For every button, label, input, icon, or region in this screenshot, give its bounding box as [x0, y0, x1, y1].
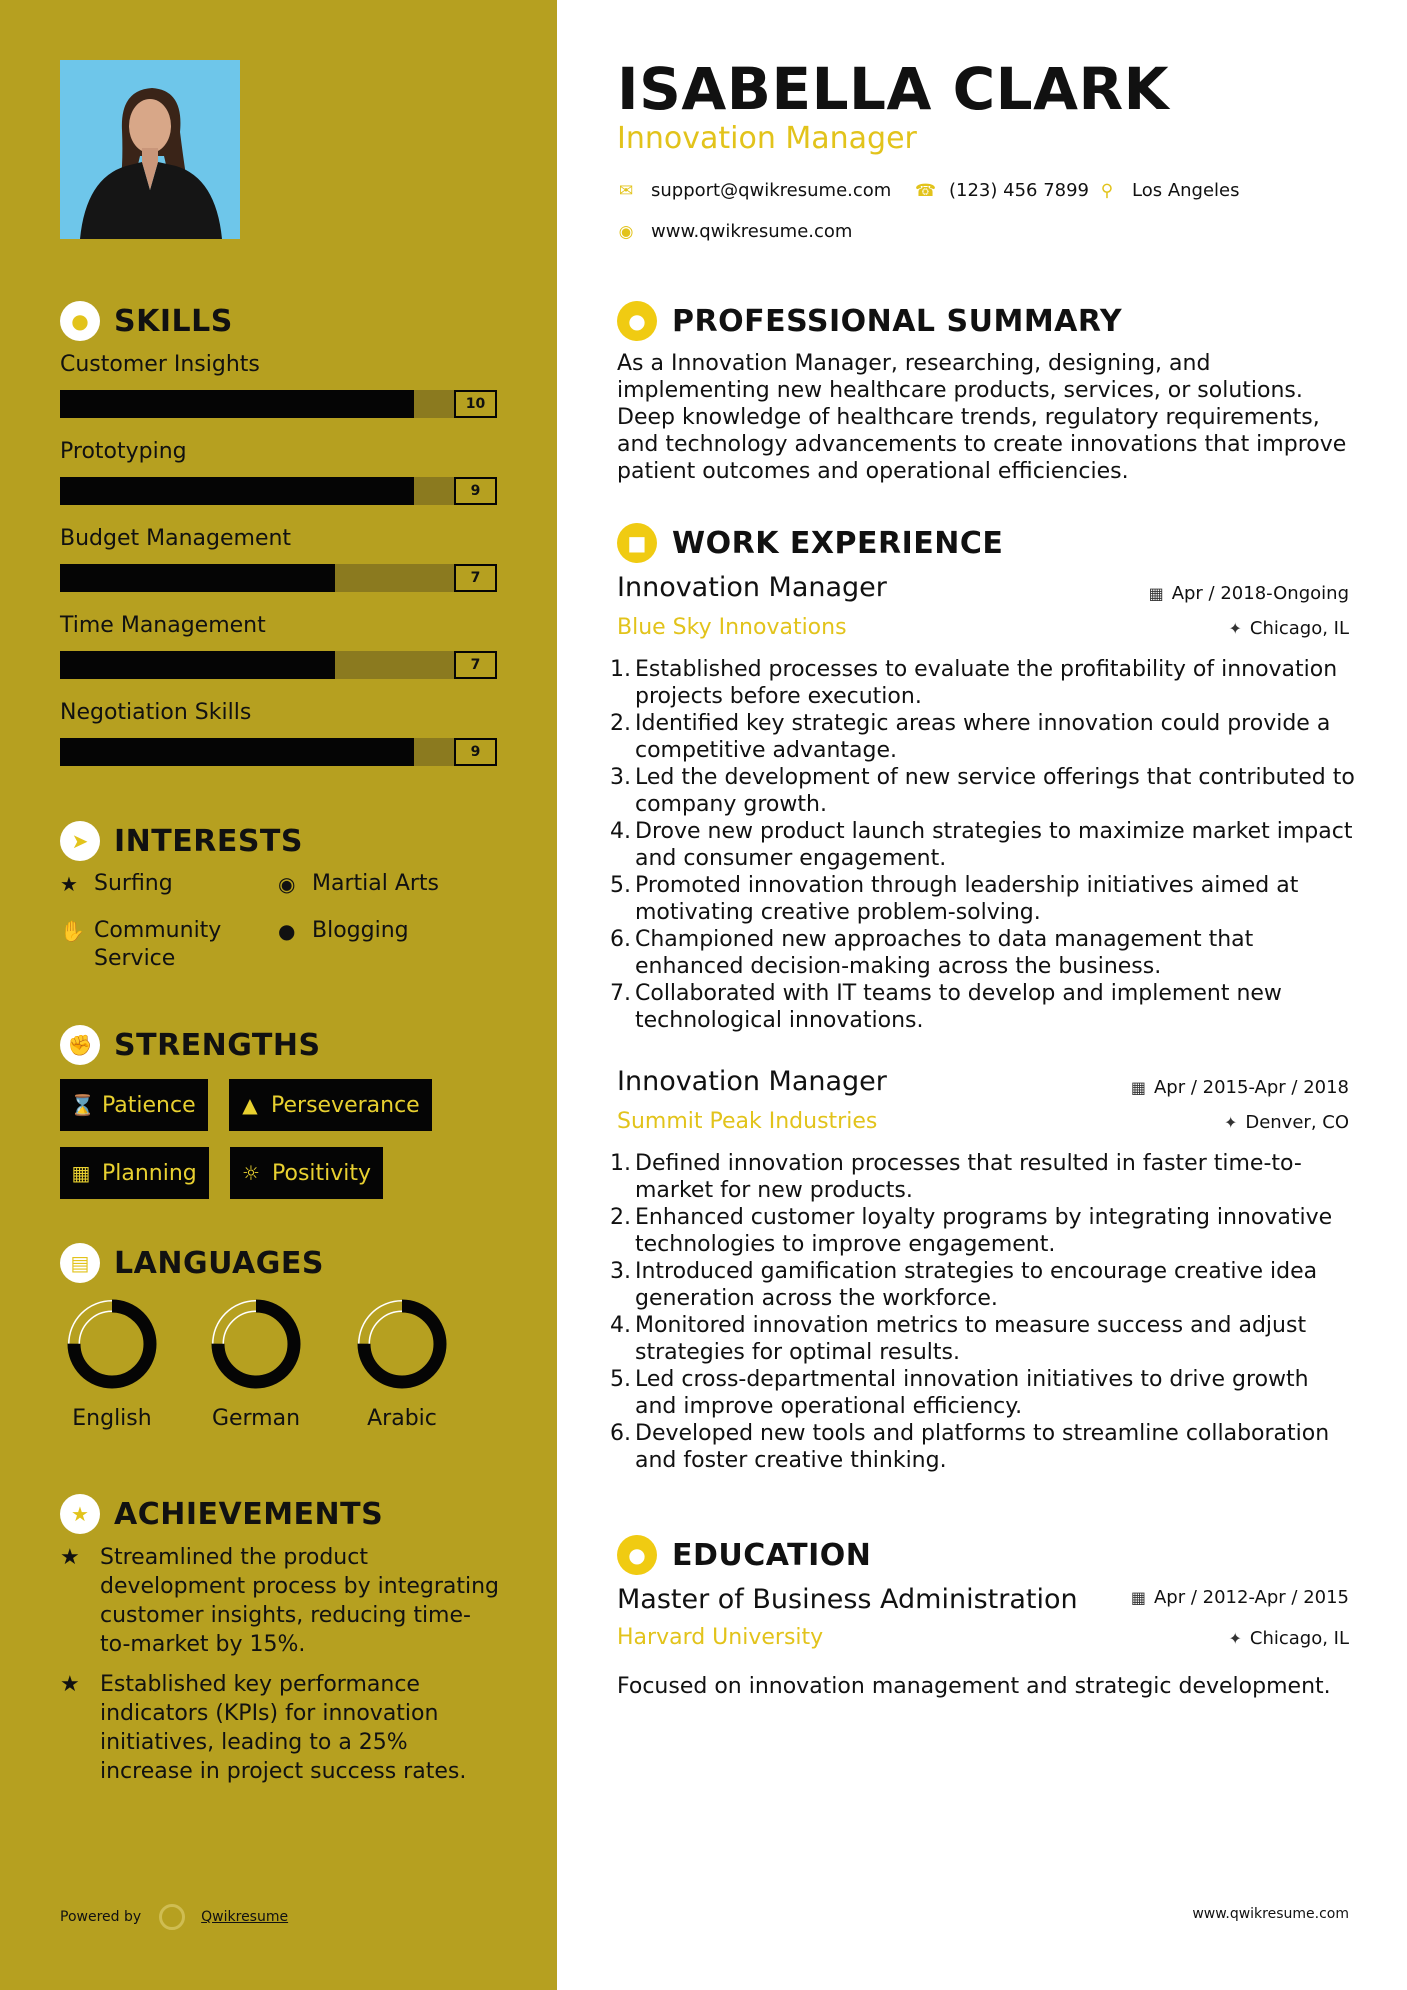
skill-item	[60, 439, 497, 505]
skill-name: Negotiation Skills	[60, 700, 252, 725]
candidate-name: ISABELLA CLARK	[617, 55, 1170, 123]
job-bullet	[610, 1150, 1355, 1204]
contact-email[interactable]	[617, 180, 891, 201]
envelope-icon: ✉	[618, 180, 634, 201]
skill-item	[60, 352, 497, 418]
job-bullet	[610, 1204, 1355, 1258]
shooting-star-icon: ★	[60, 1672, 80, 1697]
profile-photo	[60, 60, 240, 239]
skills-heading	[60, 301, 233, 341]
candidate-role: Innovation Manager	[617, 121, 917, 156]
bullet-number: 3.	[610, 1259, 631, 1284]
bullet-number: 2.	[610, 711, 631, 736]
job-bullet-list	[610, 656, 1355, 1034]
achievement-text: Established key performance indicators (KPIs) for innovation initiatives, leading to a 25% increase in project success rates.	[100, 1672, 467, 1784]
bullet-number: 3.	[610, 765, 631, 790]
languages-heading	[60, 1243, 324, 1283]
achievement-item	[60, 1543, 500, 1659]
experience-heading	[617, 523, 1003, 563]
bullet-text: Introduced gamification strategies to encourage creative idea generation across the workforce.	[635, 1259, 1318, 1311]
contact-website[interactable]	[617, 221, 852, 242]
skill-name: Time Management	[60, 613, 266, 638]
interests-title: INTERESTS	[114, 823, 303, 859]
job-bullet	[610, 710, 1355, 764]
job-location	[1224, 1112, 1349, 1133]
bullet-text: Led cross-departmental innovation initiatives to drive growth and improve operational efficiency.	[635, 1367, 1309, 1419]
skill-name: Customer Insights	[60, 352, 260, 377]
strengths-title: STRENGTHS	[114, 1027, 321, 1063]
skill-item	[60, 526, 497, 592]
education-title: EDUCATION	[672, 1537, 872, 1573]
education-dates-text: Apr / 2012-Apr / 2015	[1153, 1587, 1349, 1608]
strength-label: Planning	[102, 1160, 197, 1186]
job-bullet	[610, 818, 1355, 872]
summary-title: PROFESSIONAL SUMMARY	[672, 303, 1123, 339]
skill-score: 7	[454, 564, 497, 592]
website-text: www.qwikresume.com	[651, 221, 853, 242]
graduate-icon: ●	[617, 1535, 657, 1575]
skill-bar-fill	[60, 390, 414, 418]
interest-item-surfing	[60, 870, 173, 898]
bullet-text: Identified key strategic areas where innovation could provide a competitive advantage.	[635, 711, 1331, 763]
bullet-number: 4.	[610, 819, 631, 844]
education-dates	[1131, 1587, 1349, 1608]
profile-photo-illustration	[60, 60, 240, 239]
education-location-text: Chicago, IL	[1249, 1628, 1349, 1649]
language-item	[62, 1296, 162, 1431]
job-dates	[1149, 583, 1349, 604]
skill-bar	[60, 390, 497, 418]
interest-label: Martial Arts	[312, 871, 440, 896]
language-level-ring	[64, 1296, 160, 1392]
bullet-text: Established processes to evaluate the profitability of innovation projects before execution.	[635, 657, 1338, 709]
skill-bar-fill	[60, 738, 414, 766]
job-bullet-list	[610, 1150, 1355, 1474]
job-dates	[1131, 1077, 1349, 1098]
achievement-item	[60, 1670, 500, 1786]
job-location	[1228, 618, 1349, 639]
star-icon: ★	[60, 872, 78, 896]
interest-item-blogging	[278, 917, 409, 945]
job-bullet	[610, 1366, 1355, 1420]
skill-item	[60, 613, 497, 679]
job-dates-text: Apr / 2015-Apr / 2018	[1153, 1077, 1349, 1098]
language-level-ring	[208, 1296, 304, 1392]
skill-score: 9	[454, 738, 497, 766]
bullet-number: 6.	[610, 927, 631, 952]
bullet-number: 5.	[610, 1367, 631, 1392]
globe-icon: ◉	[618, 221, 634, 242]
road-icon: ▲	[242, 1093, 258, 1117]
language-item	[352, 1296, 452, 1431]
skill-bar	[60, 477, 497, 505]
bullet-text: Monitored innovation metrics to measure success and adjust strategies for optimal results.	[635, 1313, 1307, 1365]
language-name: Arabic	[367, 1406, 437, 1431]
strength-label: Positivity	[272, 1160, 372, 1186]
job-company: Summit Peak Industries	[617, 1109, 878, 1134]
pushpin-icon: ✦	[1228, 619, 1242, 638]
language-name: German	[211, 1406, 301, 1431]
calendar-icon: ▦	[1130, 1588, 1146, 1607]
job-bullet	[610, 980, 1355, 1034]
job-bullet	[610, 926, 1355, 980]
language-item	[206, 1296, 306, 1431]
skill-score: 10	[454, 390, 497, 418]
job-bullet	[610, 872, 1355, 926]
job-bullet	[610, 1420, 1355, 1474]
contact-location	[1098, 180, 1240, 201]
bullet-text: Defined innovation processes that resulted in faster time-to-market for new products.	[635, 1151, 1302, 1203]
job-location-text: Denver, CO	[1245, 1112, 1349, 1133]
bullet-text: Enhanced customer loyalty programs by integrating innovative technologies to improve engagement.	[635, 1205, 1333, 1257]
interest-label: Surfing	[94, 871, 173, 896]
education-description: Focused on innovation management and strategic development.	[617, 1674, 1331, 1699]
bullet-number: 1.	[610, 657, 631, 682]
achievement-text: Streamlined the product development process by integrating customer insights, reducing time-to-market by 15%.	[100, 1545, 499, 1657]
strength-badge-patience	[60, 1079, 208, 1131]
strength-badge-positivity	[230, 1147, 383, 1199]
skill-name: Budget Management	[60, 526, 292, 551]
summary-heading	[617, 301, 1122, 341]
interests-heading	[60, 821, 303, 861]
footer-website[interactable]: www.qwikresume.com	[1192, 1906, 1349, 1922]
skill-bar	[60, 651, 497, 679]
job-title: Innovation Manager	[617, 1066, 887, 1097]
bullet-text: Developed new tools and platforms to streamline collaboration and foster creative thinking.	[635, 1421, 1330, 1473]
bullet-number: 2.	[610, 1205, 631, 1230]
experience-title: WORK EXPERIENCE	[672, 525, 1004, 561]
strength-badge-planning	[60, 1147, 209, 1199]
education-degree: Master of Business Administration	[617, 1584, 1078, 1615]
bullet-text: Promoted innovation through leadership initiatives aimed at motivating creative problem-solving.	[635, 873, 1299, 925]
interest-item-community-service	[60, 917, 250, 973]
map-pin-icon: ⚲	[1100, 180, 1114, 201]
bullet-number: 7.	[610, 981, 631, 1006]
powered-by	[60, 1904, 288, 1930]
strength-badge-perseverance	[229, 1079, 432, 1131]
calendar-icon: ▦	[1148, 584, 1164, 603]
pushpin-icon: ✦	[1228, 1629, 1242, 1648]
skill-score: 7	[454, 651, 497, 679]
calendar-icon: ▦	[71, 1161, 91, 1185]
hand-icon: ✋	[60, 919, 85, 943]
phone-icon: ☎	[915, 180, 937, 201]
job-bullet	[610, 1258, 1355, 1312]
location-text: Los Angeles	[1132, 180, 1240, 201]
skill-bar-fill	[60, 477, 414, 505]
fist-icon: ✊	[60, 1025, 100, 1065]
qwikresume-logo-icon	[159, 1904, 185, 1930]
bullet-number: 6.	[610, 1421, 631, 1446]
bullet-number: 5.	[610, 873, 631, 898]
education-school: Harvard University	[617, 1625, 824, 1650]
job-bullet	[610, 1312, 1355, 1366]
job-bullet	[610, 656, 1355, 710]
bullet-text: Collaborated with IT teams to develop and implement new technological innovations.	[635, 981, 1282, 1033]
skill-bar-fill	[60, 564, 335, 592]
strength-label: Patience	[102, 1092, 196, 1118]
job-dates-text: Apr / 2018-Ongoing	[1171, 583, 1349, 604]
education-location	[1228, 1628, 1349, 1649]
job-location-text: Chicago, IL	[1249, 618, 1349, 639]
skills-title: SKILLS	[114, 303, 233, 339]
contact-phone[interactable]	[915, 180, 1089, 201]
lightbulb-icon: ●	[60, 301, 100, 341]
paper-plane-icon: ➤	[60, 821, 100, 861]
bullet-number: 1.	[610, 1151, 631, 1176]
pushpin-icon: ✦	[1223, 1113, 1238, 1132]
sun-icon: ☼	[242, 1161, 260, 1185]
job-company: Blue Sky Innovations	[617, 615, 847, 640]
achievements-title: ACHIEVEMENTS	[114, 1496, 384, 1532]
powered-by-text: Powered by	[60, 1909, 142, 1925]
job-title: Innovation Manager	[617, 572, 887, 603]
strength-label: Perseverance	[271, 1092, 420, 1118]
bullet-number: 4.	[610, 1313, 631, 1338]
skill-bar	[60, 564, 497, 592]
language-name: English	[72, 1406, 152, 1431]
globe-icon: ◉	[278, 872, 296, 896]
user-icon: ●	[617, 301, 657, 341]
phone-text: (123) 456 7899	[949, 180, 1090, 201]
skill-name: Prototyping	[60, 439, 187, 464]
calendar-icon: ▦	[1130, 1078, 1146, 1097]
sidebar	[0, 0, 557, 1990]
users-icon: ●	[278, 919, 296, 943]
interest-label: Community Service	[94, 918, 222, 971]
languages-title: LANGUAGES	[114, 1245, 324, 1281]
skill-score: 9	[454, 477, 497, 505]
job-bullet	[610, 764, 1355, 818]
email-text: support@qwikresume.com	[651, 180, 892, 201]
summary-text: As a Innovation Manager, researching, designing, and implementing new healthcare products, services, or solutions. Deep knowledge of healthcare trends, regulatory requirements, and technology advancements to create innovations that improve patient outcomes and operational efficiencies.	[617, 351, 1347, 484]
id-card-icon: ▤	[60, 1243, 100, 1283]
chair-icon: ■	[617, 523, 657, 563]
skill-bar-fill	[60, 651, 335, 679]
bullet-text: Championed new approaches to data management that enhanced decision-making across the business.	[635, 927, 1254, 979]
skill-item	[60, 700, 497, 766]
hourglass-icon: ⌛	[70, 1093, 95, 1117]
skill-bar	[60, 738, 497, 766]
bullet-text: Drove new product launch strategies to maximize market impact and consumer engagement.	[635, 819, 1353, 871]
bullet-text: Led the development of new service offerings that contributed to company growth.	[635, 765, 1355, 817]
strengths-heading	[60, 1025, 321, 1065]
achievements-heading	[60, 1494, 383, 1534]
qwikresume-link[interactable]: Qwikresume	[201, 1909, 289, 1925]
education-heading	[617, 1535, 871, 1575]
language-level-ring	[354, 1296, 450, 1392]
shooting-star-icon: ★	[60, 1545, 80, 1570]
interest-item-martial-arts	[278, 870, 439, 898]
interest-label: Blogging	[312, 918, 409, 943]
star-badge-icon: ★	[60, 1494, 100, 1534]
